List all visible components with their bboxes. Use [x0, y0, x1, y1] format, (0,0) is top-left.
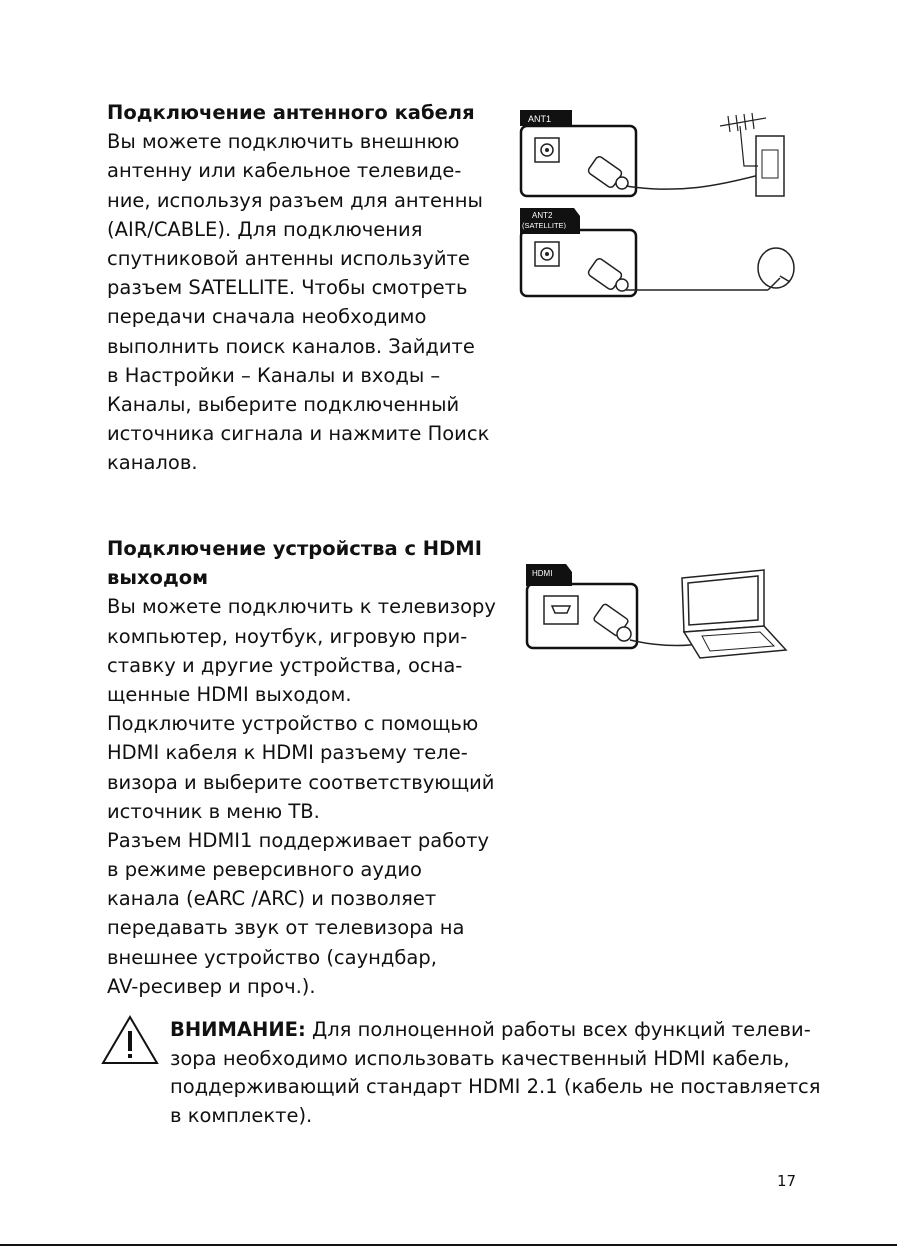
antenna-text-line: разъем SATELLITE. Чтобы смотреть	[107, 276, 468, 300]
hdmi-text-line: источник в меню ТВ.	[107, 799, 320, 823]
warning-text-line: зора необходимо использовать качественный HDMI кабель,	[170, 1046, 790, 1070]
ant2-label: ANT2	[532, 211, 553, 220]
hdmi-plug-icon	[593, 603, 631, 641]
warning-text-line: Для полноценной работы всех функций телеви-	[305, 1018, 811, 1041]
antenna-text-line: каналов.	[107, 451, 198, 475]
warning-text	[170, 1016, 821, 1130]
hdmi-text-line: в режиме реверсивного аудио	[107, 858, 422, 882]
hdmi-section	[107, 534, 496, 1001]
ant1-cable	[626, 174, 763, 189]
hdmi-text-line: канала (eARC /ARC) и позволяет	[107, 887, 437, 911]
hdmi-text-line: Вы можете подключить к телевизору	[107, 595, 496, 619]
hdmi-text-line: передавать звук от телевизора на	[107, 916, 465, 940]
laptop-icon	[682, 570, 786, 658]
coax-plug-icon	[587, 155, 628, 189]
hdmi-section-title: Подключение устройства с HDMI	[107, 537, 482, 560]
hdmi-text-line: ставку и другие устройства, осна-	[107, 653, 463, 677]
antenna-text-line: спутниковой антенны используйте	[107, 246, 470, 270]
satellite-dish-icon	[758, 248, 794, 290]
hdmi-text-line: HDMI кабеля к HDMI разъему теле-	[107, 741, 468, 765]
warning-first-line	[170, 1016, 810, 1045]
antenna-connection-diagram	[518, 106, 818, 306]
ant1-label: ANT1	[528, 114, 552, 124]
antenna-section-title: Подключение антенного кабеля	[107, 101, 475, 124]
hdmi-text-line: внешнее устройство (саундбар,	[107, 945, 437, 969]
wall-outlet-icon	[756, 136, 784, 196]
hdmi-text-line: щенные HDMI выходом.	[107, 682, 352, 706]
warning-label: ВНИМАНИЕ:	[170, 1018, 306, 1041]
antenna-text-line: Каналы, выберите подключенный	[107, 392, 460, 416]
warning-text-line: поддерживающий стандарт HDMI 2.1 (кабель не поставляется	[170, 1075, 821, 1098]
antenna-text-line: Вы можете подключить внешнюю	[107, 130, 460, 154]
antenna-text-line: (AIR/CABLE). Для подключения	[107, 217, 423, 241]
antenna-text-line: ние, используя разъем для антенны	[107, 188, 483, 212]
antenna-text-line: передачи сначала необходимо	[107, 305, 427, 329]
antenna-text-line: выполнить поиск каналов. Зайдите	[107, 334, 475, 358]
hdmi-text-line: AV-ресивер и проч.).	[107, 974, 316, 998]
hdmi-port-icon	[544, 596, 578, 624]
ant2-sublabel: (SATELLITE)	[522, 221, 567, 230]
antenna-text-line: источника сигнала и нажмите Поиск	[107, 422, 490, 446]
hdmi-text-line: Подключите устройство с помощью	[107, 712, 479, 736]
antenna-section	[107, 98, 490, 477]
warning-triangle-icon	[100, 1014, 160, 1066]
hdmi-text-line: компьютер, ноутбук, игровую при-	[107, 624, 468, 648]
hdmi-text-line: визора и выберите соответствующий	[107, 770, 495, 794]
hdmi-text-line: Разъем HDMI1 поддерживает работу	[107, 828, 490, 852]
hdmi-connection-diagram	[524, 562, 794, 666]
antenna-text-line: антенну или кабельное телевиде-	[107, 159, 462, 183]
hdmi-tab-label: HDMI	[532, 569, 553, 578]
antenna-text-line: в Настройки – Каналы и входы –	[107, 363, 441, 387]
warning-text-line: в комплекте).	[170, 1103, 313, 1127]
page-number: 17	[777, 1172, 797, 1190]
hdmi-section-title: выходом	[107, 566, 209, 590]
page-bottom-rule	[0, 1244, 897, 1246]
coax-plug-icon	[587, 257, 628, 291]
